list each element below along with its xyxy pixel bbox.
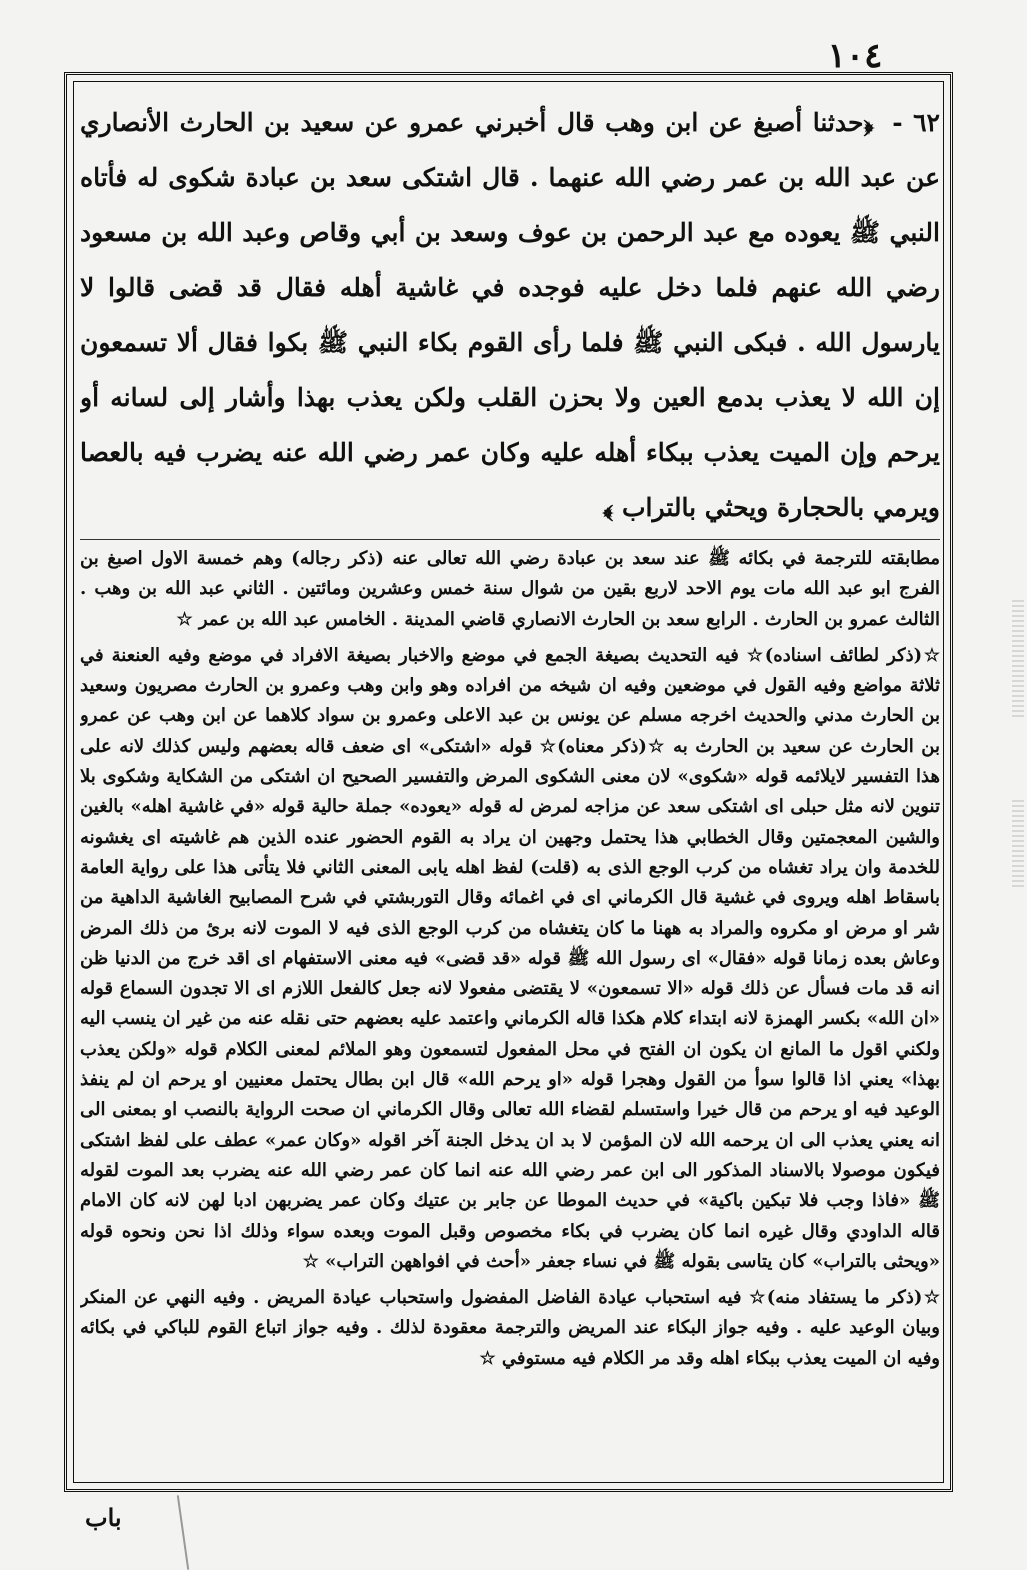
commentary-paragraph-analysis: ☆(ذكر لطائف اسناده)☆ فيه التحديث بصيغة الجمع في موضع والاخبار بصيغة الافراد في موضع وفيه العنعنة في ثلاثة مواضع وفيه القول في موضعين وفيه ان شيخه من افراده وهو وابن وهب وعمرو بن الحارث مصريون وسعيد بن الحارث مدني والحديث اخرجه مسلم عن يونس بن عبد الاعلى وعمرو بن سواد كلاهما عن ابن وهب عن عمرو بن الحارث عن سعيد بن الحارث به ☆(ذكر معناه)☆ قوله «اشتكى» اى ضعف قاله بعضهم وليس كذلك لانه على هذا التفسير لايلائمه قوله «شكوى» لان معنى الشكوى المرض والتفسير الصحيح ان اشتكى من الشكاية وشكوى بلا تنوين لانه مثل حبلى اى اشتكى سعد عن مزاجه لمرض له قوله «يعوده» جملة حالية قوله «في غاشية اهله» بالغين والشين المعجمتين وقال الخطابي هذا يحتمل وجهين ان يراد به القوم الحضور عنده الذين هم غاشيته اى يغشونه للخدمة وان يراد تغشاه من كرب الوجع الذى به (قلت) لفظ اهله يابى المعنى الثاني فلا يتأتى هذا على رواية العامة باسقاط اهله ويروى في غشية قال الكرماني اى في اغمائه وقال التوربشتي في شرح المصابيح الغاشية الداهية من شر او مرض او مكروه والمراد به ههنا ما كان يتغشاه من كرب الوجع الذى فيه لا الموت لانه برئ من ذلك المرض وعاش بعده زمانا قوله «فقال» اى رسول الله ﷺ قوله «قد قضى» فيه معنى الاستفهام اى اقد خرج من الدنيا ظن انه قد مات فسأل عن ذلك قوله «الا تسمعون» لا يقتضى مفعولا لانه جعل كالفعل اللازم اى الا تجدون السماع قوله «ان الله» بكسر الهمزة لانه ابتداء كلام هكذا قاله الكرماني واعتمد عليه بعضهم حتى نقله عنه من غير ان ينسب اليه ولكني اقول ما المانع ان يكون ان الفتح في محل المفعول لتسمعون وهو الملائم لمعنى الكلام قوله «ولكن يعذب بهذا» يعني اذا قالوا سوأ من القول وهجرا قوله «او يرحم الله» قال ابن بطال يحتمل معنيين او يرحم ان لم ينفذ الوعيد فيه او يرحم من قال خيرا واستسلم لقضاء الله تعالى وقال الكرماني ان صحت الرواية بالنصب او بمعنى الى انه يعني يعذب الى ان يرحمه الله لان المؤمن لا بد ان يدخل الجنة آخر اقوله «وكان عمر» عطف على لفظ اشتكى فيكون موصولا بالاسناد المذكور الى ابن عمر رضي الله عنه انما كان عمر رضي الله عنه يضرب بعد الموت لقوله ﷺ «فاذا وجب فلا تبكين باكية» في حديث الموطا عن جابر بن عتيك وكان عمر يضربهن ادبا لهن لانه كان الامام قاله الداودي وقال غيره انما كان يضرب في بكاء مخصوص وقبل الموت وبعده سواء وذلك اذا نحن ونحوه قوله «ويحثى بالتراب» كان يتاسى بقوله ﷺ في نساء جعفر «أحث في افواههن التراب» ☆ (80, 644, 940, 1272)
scan-fold-line (177, 1495, 189, 1570)
commentary-paragraph-benefits: ☆(ذكر ما يستفاد منه)☆ فيه استحباب عيادة الفاضل المفضول واستحباب عيادة المريض . وفيه النهي عن المنكر وبيان الوعيد عليه . وفيه جواز البكاء عند المريض والترجمة معقودة لذلك . وفيه جواز اتباع القوم للباكي في بكائه وفيه ان الميت يعذب ببكاء اهله وقد مر الكلام فيه مستوفي ☆ (80, 1287, 940, 1369)
scan-edge-mark (1012, 800, 1024, 890)
hadith-lead: ﴿حدثنا (812, 108, 874, 137)
hadith-number: ٦٢ - (892, 108, 940, 137)
section-divider (80, 539, 940, 540)
footer-catchword: باب (85, 1503, 122, 1532)
page-number: ١٠٤ (827, 36, 883, 76)
commentary-paragraph-men: مطابقته للترجمة في بكائه ﷺ عند سعد بن عبادة رضي الله تعالى عنه (ذكر رجاله) وهم خمسة الاول اصبغ بن الفرج ابو عبد الله مات يوم الاحد لاربع بقين من شوال سنة خمس وعشرين ومائتين . الثاني عبد الله بن وهب . الثالث عمرو بن الحارث . الرابع سعد بن الحارث الانصاري قاضي المدينة . الخامس عبد الله بن عمر ☆ (80, 548, 940, 630)
hadith-body: أصبغ عن ابن وهب قال أخبرني عمرو عن سعيد بن الحارث الأنصاري عن عبد الله بن عمر رضي الله عنهما . قال اشتكى سعد بن عبادة شكوى له فأتاه النبي ﷺ يعوده مع عبد الرحمن بن عوف وسعد بن أبي وقاص وعبد الله بن مسعود رضي الله عنهم فلما دخل عليه فوجده في غاشية أهله فقال قد قضى قالوا لا يارسول الله . فبكى النبي ﷺ فلما رأى القوم بكاء النبي ﷺ بكوا فقال ألا تسمعون إن الله لا يعذب بدمع العين ولا بحزن القلب ولكن يعذب بهذا وأشار إلى لسانه أو يرحم وإن الميت يعذب ببكاء أهله عليه وكان عمر رضي الله عنه يضرب فيه بالعصا ويرمي بالحجارة ويحثي بالتراب ﴾ (80, 108, 940, 522)
scan-edge-mark (1012, 600, 1024, 720)
page-content (80, 95, 940, 1480)
hadith-text-block (80, 95, 940, 535)
